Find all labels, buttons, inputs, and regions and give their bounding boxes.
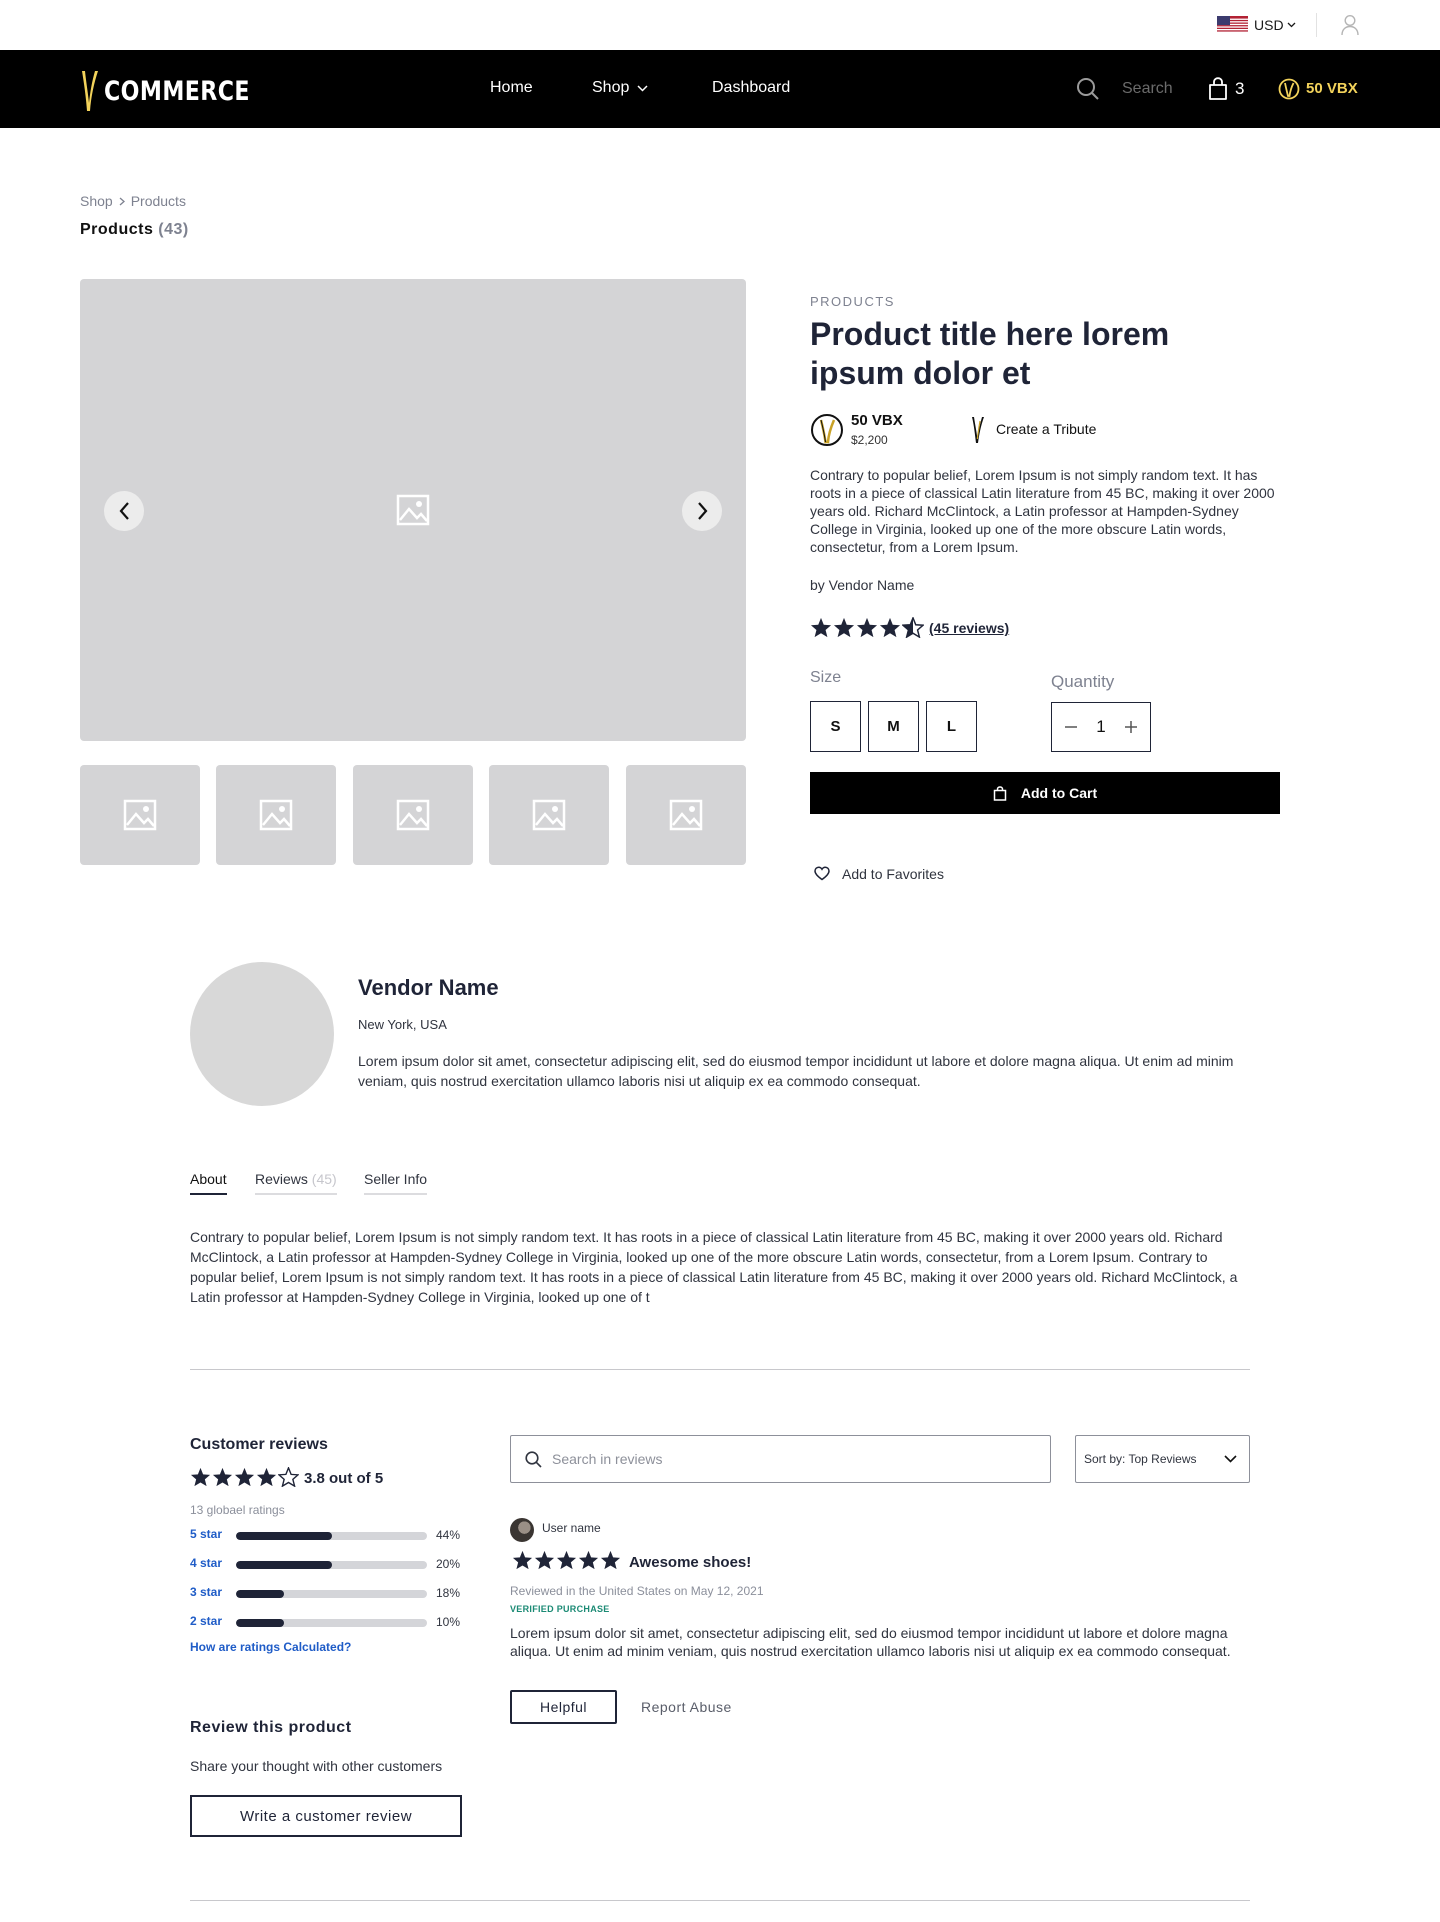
tab-about-label: About bbox=[190, 1171, 227, 1187]
product-title: Product title here lorem ipsum dolor et bbox=[810, 316, 1170, 391]
quantity-value[interactable]: 1 bbox=[1096, 717, 1106, 736]
cart-count[interactable]: 3 bbox=[1235, 79, 1245, 98]
page-title-text: Products bbox=[80, 221, 154, 238]
review-rating-stars bbox=[512, 1550, 621, 1570]
tab-reviews[interactable] bbox=[255, 1171, 337, 1195]
rating-bar-fill bbox=[236, 1561, 332, 1569]
summary-rating-stars bbox=[190, 1467, 299, 1487]
rating-breakdown-row[interactable] bbox=[190, 1527, 462, 1543]
rating-row-label[interactable]: 3 star bbox=[190, 1585, 223, 1599]
customer-reviews-heading: Customer reviews bbox=[190, 1436, 328, 1453]
reviews-link[interactable]: (45 reviews) bbox=[929, 620, 1010, 636]
heart-icon[interactable] bbox=[814, 866, 830, 881]
image-placeholder-icon bbox=[669, 799, 703, 831]
rating-row-label[interactable]: 5 star bbox=[190, 1527, 223, 1541]
sort-select-value: Sort by: Top Reviews bbox=[1084, 1452, 1197, 1466]
chevron-right-icon bbox=[697, 502, 708, 520]
chevron-down-icon bbox=[1287, 22, 1296, 28]
rating-bar-fill bbox=[236, 1532, 332, 1540]
review-body: Lorem ipsum dolor sit amet, consectetur adipiscing elit, sed do eiusmod tempor incididunt ut labore et dolore magna aliqua. Ut enim ad minim veniam, quis nostrud exercitation ullamco laboris nisi ut aliquip ex ea commodo consequat. bbox=[510, 1625, 1231, 1659]
gallery-prev-button[interactable] bbox=[104, 491, 144, 531]
add-to-favorites-link[interactable]: Add to Favorites bbox=[842, 866, 944, 882]
shopping-bag-icon[interactable] bbox=[1208, 77, 1228, 101]
star-filled-icon bbox=[600, 1550, 621, 1570]
image-placeholder-icon bbox=[259, 799, 293, 831]
rating-row-percent: 44% bbox=[436, 1528, 461, 1542]
star-filled-icon bbox=[856, 617, 878, 638]
price-usd: $2,200 bbox=[851, 433, 888, 447]
tab-seller-info-label: Seller Info bbox=[364, 1171, 428, 1187]
verified-purchase-badge: VERIFIED PURCHASE bbox=[510, 1604, 610, 1614]
gallery-thumbnail[interactable] bbox=[216, 765, 336, 865]
search-icon bbox=[525, 1451, 542, 1468]
reviewer-avatar bbox=[510, 1518, 534, 1542]
plus-icon[interactable] bbox=[1124, 720, 1138, 734]
gallery-thumbnail[interactable] bbox=[489, 765, 609, 865]
rating-bar bbox=[236, 1532, 427, 1540]
star-half-icon bbox=[902, 617, 924, 638]
chevron-down-icon bbox=[637, 85, 648, 92]
image-placeholder-icon bbox=[396, 799, 430, 831]
rating-bar bbox=[236, 1590, 427, 1598]
star-filled-icon bbox=[578, 1550, 599, 1570]
top-utility-bar bbox=[0, 0, 1440, 50]
currency-selector[interactable] bbox=[1254, 17, 1296, 33]
us-flag-icon bbox=[1217, 16, 1248, 33]
create-tribute-link[interactable]: Create a Tribute bbox=[996, 421, 1097, 437]
rating-bar bbox=[236, 1561, 427, 1569]
rating-row-label[interactable]: 2 star bbox=[190, 1614, 223, 1628]
rating-row-percent: 10% bbox=[436, 1615, 461, 1629]
add-to-cart-button[interactable] bbox=[810, 772, 1280, 814]
star-filled-icon bbox=[512, 1550, 533, 1570]
product-vendor[interactable]: by Vendor Name bbox=[810, 577, 915, 593]
rating-bar-fill bbox=[236, 1619, 284, 1627]
star-filled-icon bbox=[190, 1467, 211, 1487]
product-category: PRODUCTS bbox=[810, 294, 895, 309]
rating-bar-fill bbox=[236, 1590, 284, 1598]
size-option-s[interactable]: S bbox=[810, 701, 861, 752]
star-filled-icon bbox=[212, 1467, 233, 1487]
chevron-down-icon bbox=[1224, 1455, 1237, 1463]
star-filled-icon bbox=[833, 617, 855, 638]
breadcrumb bbox=[80, 193, 186, 209]
price-vbx: 50 VBX bbox=[851, 412, 903, 429]
topbar-divider bbox=[1316, 13, 1317, 37]
logo-text: COMMERCE bbox=[104, 75, 250, 107]
nav-home[interactable]: Home bbox=[490, 79, 533, 96]
review-title: Awesome shoes! bbox=[629, 1554, 752, 1571]
quantity-stepper bbox=[1051, 702, 1151, 752]
search-icon[interactable] bbox=[1076, 77, 1100, 101]
review-product-heading: Review this product bbox=[190, 1719, 352, 1736]
v-logo-icon bbox=[80, 69, 100, 113]
about-text: Contrary to popular belief, Lorem Ipsum is not simply random text. It has roots in a piece of classical Latin literature from 45 BC, making it over 2000 years old. Richard McClintock, a Latin professor at Hampden-Sydney College in Virginia, looked up one of the more obscure Latin words, consectetur, from a Lorem Ipsum. Contrary to popular belief, Lorem Ipsum is not simply random text. It has roots in a piece of classical Latin literature from 45 BC, making it over 2000 years old. Richard McClintock, a Latin professor at Hampden-Sydney College in Virginia, looked up one of t bbox=[190, 1229, 1238, 1305]
size-label: Size bbox=[810, 669, 842, 686]
star-filled-icon bbox=[234, 1467, 255, 1487]
vendor-bio: Lorem ipsum dolor sit amet, consectetur adipiscing elit, sed do eiusmod tempor incididunt ut labore et dolore magna aliqua. Ut enim ad minim veniam, quis nostrud exercitation ullamco laboris nisi ut aliquip ex ea commodo consequat. bbox=[358, 1053, 1234, 1089]
tab-reviews-count: (45) bbox=[311, 1171, 337, 1187]
gallery-thumbnail[interactable] bbox=[626, 765, 746, 865]
helpful-button[interactable]: Helpful bbox=[510, 1690, 617, 1724]
rating-bar bbox=[236, 1619, 427, 1627]
rating-row-label[interactable]: 4 star bbox=[190, 1556, 223, 1570]
vendor-name[interactable]: Vendor Name bbox=[358, 975, 499, 1000]
gallery-thumbnail[interactable] bbox=[80, 765, 200, 865]
star-filled-icon bbox=[534, 1550, 555, 1570]
review-meta: Reviewed in the United States on May 12, 2021 bbox=[510, 1584, 764, 1598]
image-placeholder-icon bbox=[396, 494, 430, 526]
chevron-right-icon bbox=[119, 197, 125, 206]
summary-score: 3.8 out of 5 bbox=[304, 1470, 384, 1487]
vendor-location: New York, USA bbox=[358, 1017, 447, 1032]
nav-shop-label: Shop bbox=[592, 79, 630, 96]
gallery-thumbnail[interactable] bbox=[353, 765, 473, 865]
section-divider bbox=[190, 1369, 1250, 1370]
reviewer-name[interactable]: User name bbox=[542, 1521, 601, 1535]
product-description: Contrary to popular belief, Lorem Ipsum is not simply random text. It has roots in a piece of classical Latin literature from 45 BC, making it over 2000 years old. Richard McClintock, a Latin professor at Hampden-Sydney College in Virginia, looked up one of the more obscure Latin words, consectetur, from a Lorem Ipsum. bbox=[810, 467, 1275, 555]
star-filled-icon bbox=[810, 617, 832, 638]
image-placeholder-icon bbox=[532, 799, 566, 831]
vbx-coin-icon bbox=[1278, 78, 1300, 100]
section-divider bbox=[190, 1900, 1250, 1901]
breadcrumb-products[interactable]: Products bbox=[130, 193, 186, 209]
shopping-bag-icon bbox=[993, 786, 1007, 801]
review-product-subtext: Share your thought with other customers bbox=[190, 1758, 443, 1774]
size-option-m[interactable]: M bbox=[868, 701, 919, 752]
currency-label: USD bbox=[1254, 17, 1284, 33]
rating-breakdown-row[interactable] bbox=[190, 1556, 462, 1572]
review-sort-select[interactable] bbox=[1075, 1435, 1250, 1483]
product-rating-stars bbox=[810, 617, 924, 638]
rating-breakdown-row[interactable] bbox=[190, 1614, 462, 1630]
chevron-left-icon bbox=[119, 502, 130, 520]
vendor-avatar bbox=[190, 962, 334, 1106]
page-title-count: (43) bbox=[158, 221, 189, 238]
breadcrumb-shop[interactable]: Shop bbox=[80, 193, 113, 209]
main-product-image[interactable] bbox=[80, 279, 746, 741]
report-abuse-link[interactable]: Report Abuse bbox=[641, 1699, 732, 1715]
star-empty-icon bbox=[278, 1467, 299, 1487]
tab-seller-info[interactable] bbox=[364, 1171, 427, 1195]
page-title bbox=[80, 221, 189, 239]
review-search-box[interactable] bbox=[510, 1435, 1051, 1483]
star-filled-icon bbox=[879, 617, 901, 638]
size-option-l[interactable]: L bbox=[926, 701, 977, 752]
user-icon[interactable] bbox=[1340, 14, 1360, 36]
add-to-cart-label: Add to Cart bbox=[1020, 785, 1098, 801]
tribute-v-icon[interactable] bbox=[971, 415, 985, 445]
nav-dashboard[interactable]: Dashboard bbox=[712, 79, 791, 96]
logo[interactable] bbox=[80, 69, 282, 113]
global-ratings-count: 13 globael ratings bbox=[190, 1503, 285, 1517]
minus-icon[interactable] bbox=[1064, 720, 1078, 734]
rating-row-percent: 18% bbox=[436, 1586, 461, 1600]
quantity-label: Quantity bbox=[1051, 672, 1115, 691]
write-review-button[interactable]: Write a customer review bbox=[190, 1795, 462, 1837]
tab-reviews-label: Reviews bbox=[255, 1171, 308, 1187]
nav-search-input[interactable]: Search bbox=[1122, 80, 1173, 97]
star-filled-icon bbox=[556, 1550, 577, 1570]
ratings-calculation-link[interactable]: How are ratings Calculated? bbox=[190, 1640, 352, 1654]
wallet-balance[interactable]: 50 VBX bbox=[1306, 80, 1358, 97]
star-filled-icon bbox=[256, 1467, 277, 1487]
rating-row-percent: 20% bbox=[436, 1557, 461, 1571]
image-placeholder-icon bbox=[123, 799, 157, 831]
gallery-next-button[interactable] bbox=[682, 491, 722, 531]
review-search-input[interactable] bbox=[552, 1451, 1032, 1467]
rating-breakdown-row[interactable] bbox=[190, 1585, 462, 1601]
nav-shop[interactable] bbox=[592, 79, 648, 97]
vbx-coin-icon bbox=[810, 413, 844, 447]
tab-about[interactable] bbox=[190, 1171, 227, 1195]
